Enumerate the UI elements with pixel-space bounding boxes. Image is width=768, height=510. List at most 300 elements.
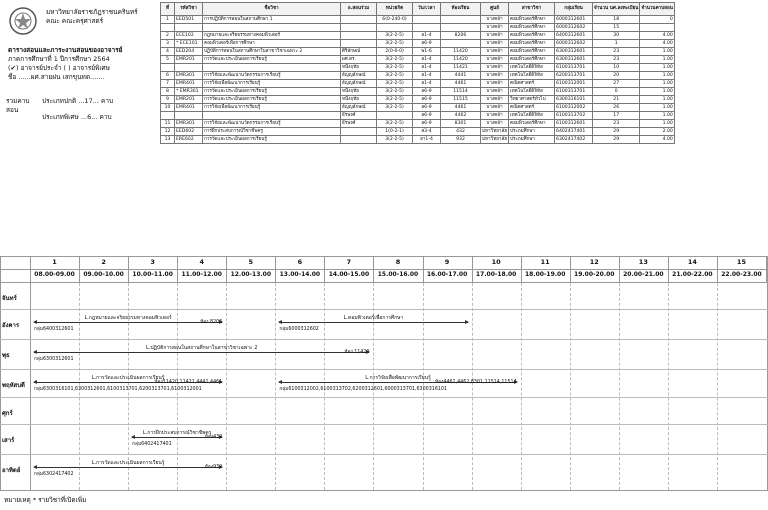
slot-number: 9 [444, 258, 450, 266]
table-cell: 11515 [441, 96, 481, 104]
table-cell: 1.00 [640, 112, 674, 120]
table-cell: กฎหมายและจริยธรรมทางคอมพิวเตอร์ [203, 32, 341, 40]
table-cell: วิทยาศาสตร์ทั่วไป [509, 96, 555, 104]
grid-dash [275, 283, 276, 490]
slot-number: 7 [346, 258, 352, 266]
table-row [161, 16, 675, 24]
slot-time: 18.00-19.00 [524, 271, 566, 278]
lecturer-name: ชื่อ ......ผศ.สายฝน เสกขุนทด....... [8, 73, 105, 81]
table-cell: 6100313702 [555, 112, 593, 120]
table-cell: 20 [593, 72, 640, 80]
table-cell: 3(2-2-5) [377, 64, 413, 72]
table-cell: 10 [161, 104, 175, 112]
table-cell: EMR201 [175, 96, 203, 104]
table-row [161, 120, 675, 128]
table-cell [161, 24, 175, 32]
table-cell [341, 32, 377, 40]
table-cell: 6 [161, 72, 175, 80]
row-line [0, 309, 768, 310]
table-cell: คอมพิวเตอร์ศึกษา [509, 24, 555, 32]
table-cell: บางคล้า [481, 16, 509, 24]
university-name: มหาวิทยาลัยราชภัฏราชนครินทร์ [46, 8, 138, 16]
table-cell: อ1-4 [413, 56, 441, 64]
column-header: ห้องเรียน [441, 3, 481, 16]
table-cell [175, 24, 203, 32]
table-cell: 11420 [441, 48, 481, 56]
table-cell: บางคล้า [481, 120, 509, 128]
column-header: หน่วยกิต [377, 3, 413, 16]
table-cell: อ6-9 [413, 88, 441, 96]
table-cell: 8 [161, 88, 175, 96]
table-cell: 11421 [441, 64, 481, 72]
table-cell [413, 24, 441, 32]
table-cell: 6100313701 [555, 64, 593, 72]
block-group: กลุ่ม6300316101,6300312601,6100313701,6200313701,6100312001 [34, 387, 202, 392]
table-cell: 8206 [441, 32, 481, 40]
table-cell: 1.00 [640, 56, 674, 64]
table-cell: บางคล้า [481, 104, 509, 112]
table-cell: 932 [441, 136, 481, 144]
table-cell: 29 [593, 128, 640, 136]
table-cell: 6100312001 [555, 80, 593, 88]
table-cell [377, 112, 413, 120]
table-cell: พ1-6 [413, 48, 441, 56]
table-cell: 26 [593, 104, 640, 112]
table-cell: มหาวิทยาลัย [482, 136, 508, 142]
table-cell: คอมพิวเตอร์ศึกษา [509, 48, 555, 56]
slot-time: 19.00-20.00 [574, 271, 615, 278]
day-label: อังคาร [2, 322, 20, 329]
table-cell: 21 [593, 96, 640, 104]
table-cell: 6(0-240-0) [377, 16, 413, 24]
grid-line [0, 256, 1, 491]
slot-time: 09.00-10.00 [83, 271, 124, 278]
table-cell: คอมพิวเตอร์ศึกษา [509, 16, 555, 24]
table-cell: 17 [593, 112, 640, 120]
table-row [161, 96, 675, 104]
table-cell [341, 136, 377, 144]
column-header: สาขาวิชา [509, 3, 555, 16]
block-room: ห้อง4461,4462,8301,11514,11514 [435, 380, 517, 385]
table-cell [377, 24, 413, 32]
table-cell: ผศ.ดร. [341, 56, 377, 64]
table-cell: บางคล้า [481, 88, 509, 96]
table-cell: 4.00 [640, 136, 674, 144]
table-cell: การฝึกประสบการณ์วิชาชีพครู [203, 128, 341, 136]
course-table-header [161, 3, 675, 16]
table-cell: 4441 [441, 72, 481, 80]
table-cell: 8301 [441, 120, 481, 128]
table-cell: บางคล้า [481, 40, 509, 48]
table-cell: 3(2-2-5) [377, 72, 413, 80]
table-cell [640, 24, 674, 32]
table-cell: การวิจัยเพื่อพัฒนาการเรียนรู้ [203, 104, 341, 112]
day-label: พฤหัสบดี [2, 382, 25, 389]
table-cell: 3(2-2-5) [377, 32, 413, 40]
term: ภาคการศึกษาที่ 1 ปีการศึกษา 2564 [8, 55, 110, 63]
slot-time: 12.00-13.00 [230, 271, 272, 278]
table-cell [341, 128, 377, 136]
column-header: ศูนย์ [481, 3, 509, 16]
table-cell: บางคล้า [481, 32, 509, 40]
table-cell: 6100312601 [555, 120, 593, 128]
block-title: L.คอมพิวเตอร์เพื่อการศึกษา [343, 315, 404, 321]
block-title: L.การวัดและประเมินผลการเรียนรู้ [91, 375, 165, 381]
table-row [161, 40, 675, 48]
column-header: ที่ [161, 3, 175, 16]
table-cell: EMR201 [175, 56, 203, 64]
table-cell: คอมพิวเตอร์ศึกษา [509, 40, 555, 48]
table-cell [341, 40, 377, 48]
block-room: ห้อง432 [204, 435, 223, 440]
table-cell: 6400312601 [555, 32, 593, 40]
day-label: เสาร์ [2, 437, 15, 444]
table-cell: คอมพิวเตอร์เพื่อการศึกษา [203, 40, 341, 48]
table-cell: คอมพิวเตอร์ศึกษา [509, 120, 555, 128]
day-label: จันทร์ [2, 295, 17, 302]
table-cell: EED501 [175, 16, 203, 24]
slot-number: 11 [540, 258, 550, 266]
table-cell: คอมพิวเตอร์ศึกษา [509, 56, 555, 64]
table-row [161, 104, 675, 112]
table-cell: บางคล้า [481, 48, 509, 56]
table-cell [341, 24, 377, 32]
table-cell: ประถมศึกษา [509, 136, 555, 144]
grid-line [0, 269, 768, 270]
table-row [161, 24, 675, 32]
block-title: L.ปฏิบัติการสอนในสถานศึกษาในสาขาวิชาเฉพาะ 2 [146, 345, 258, 351]
table-cell: การวัดและประเมินผลการเรียนรู้ [203, 88, 341, 96]
slot-number: 15 [736, 258, 746, 266]
slot-number: 2 [101, 258, 106, 266]
table-cell: ธีรพงศ์ [341, 112, 377, 120]
slot-time: 20.00-21.00 [623, 271, 664, 278]
table-cell [161, 64, 175, 72]
table-cell: ส3-4 [413, 128, 441, 136]
table-cell: ธีรพงศ์ [341, 120, 377, 128]
slot-time: 17.00-18.00 [475, 271, 517, 278]
table-cell: การวิจัยเพื่อพัฒนาการเรียนรู้ [203, 80, 341, 88]
table-cell: บางคล้า [481, 72, 509, 80]
grid-dash [717, 283, 718, 490]
row-line [0, 454, 768, 455]
table-cell: 1.00 [640, 80, 674, 88]
table-cell: การวัดและประเมินผลการเรียนรู้ [203, 96, 341, 104]
document-header [0, 0, 160, 255]
table-cell: 1.00 [640, 96, 674, 104]
table-cell: 9 [161, 96, 175, 104]
total-special: ประเภทพิเศษ ...6... คาบ [42, 113, 112, 121]
slot-number: 14 [687, 258, 697, 266]
table-cell: อ6-9 [413, 120, 441, 128]
block-title: L.กฎหมายและจริยธรรมทางคอมพิวเตอร์ [84, 315, 172, 321]
block-room: ห้อง932 [204, 465, 223, 470]
table-cell: อ1-4 [413, 80, 441, 88]
table-cell: * EMR301 [175, 88, 203, 96]
table-cell: 1.00 [640, 104, 674, 112]
block-title: L.การฝึกประสบการณ์วิชาชีพครู [142, 430, 212, 436]
table-cell: การวัดและประเมินผลการเรียนรู้ [203, 136, 341, 144]
block-title: L.การวิจัยเพื่อพัฒนาการเรียนรู้ [365, 375, 431, 381]
grid-line [30, 282, 31, 490]
table-cell: ERE602 [175, 136, 203, 144]
table-row [161, 32, 675, 40]
grid-line [766, 256, 767, 282]
table-cell: 18 [593, 16, 640, 24]
table-cell: อ6-9 [413, 104, 441, 112]
slot-number: 12 [589, 258, 599, 266]
table-cell: 6300316101 [555, 96, 593, 104]
block-span-arrow [279, 322, 467, 323]
table-row [161, 64, 675, 72]
slot-time: 21.00-22.00 [672, 271, 713, 278]
table-cell: 11514 [441, 88, 481, 96]
table-cell: อา1-4 [413, 136, 441, 144]
table-cell: 2.00 [640, 128, 674, 136]
table-row [161, 88, 675, 96]
grid-dash [668, 283, 669, 490]
block-group: กลุ่ม6402417401 [132, 442, 172, 447]
table-cell: การวัดและประเมินผลการเรียนรู้ [203, 56, 341, 64]
table-cell [413, 16, 441, 24]
grid-dash [619, 283, 620, 490]
table-cell: 13 [161, 136, 175, 144]
table-cell: 6000312601 [555, 16, 593, 24]
slot-number: 8 [395, 258, 401, 266]
slot-number: 10 [491, 258, 501, 266]
course-table-body [161, 16, 675, 144]
table-cell: 3 [161, 40, 175, 48]
day-label: พุธ [2, 352, 10, 359]
table-cell: 29 [593, 136, 640, 144]
table-row [161, 72, 675, 80]
row-line [0, 339, 768, 340]
table-cell: 4 [161, 48, 175, 56]
table-row [161, 56, 675, 64]
slot-number: 3 [150, 258, 155, 266]
table-cell: 3(2-2-5) [377, 96, 413, 104]
table-cell: 6302417402 [555, 136, 593, 144]
table-cell: 4461 [441, 80, 481, 88]
table-cell: 11420 [441, 56, 481, 64]
table-cell: 4461 [441, 104, 481, 112]
table-cell: บางคล้า [481, 56, 509, 64]
table-cell: 0 [593, 88, 640, 96]
table-cell: 23 [593, 48, 640, 56]
column-header: วัน/เวลา [413, 3, 441, 16]
table-cell: 12 [161, 128, 175, 136]
table-cell: เทคโนโลยีดิจิทัล [509, 72, 555, 80]
table-cell: บางคล้า [481, 64, 509, 72]
table-cell: 3(2-2-5) [377, 104, 413, 112]
table-cell: 1.00 [640, 88, 674, 96]
table-cell: 1.00 [640, 120, 674, 128]
table-cell: 3(2-2-5) [377, 40, 413, 48]
table-cell: 15 [593, 24, 640, 32]
table-cell: 1(0-2-1) [377, 128, 413, 136]
table-cell: หนึ่งฤทัย [341, 88, 377, 96]
table-cell [203, 112, 341, 120]
table-cell: 23 [593, 56, 640, 64]
table-cell [203, 24, 341, 32]
block-group: กลุ่ม6300312601 [34, 357, 74, 362]
table-cell: บางคล้า [481, 96, 509, 104]
table-cell: 27 [593, 80, 640, 88]
table-row [161, 48, 675, 56]
table-cell: อ6-9 [413, 96, 441, 104]
table-cell: บางคล้า [481, 112, 509, 120]
table-cell: 6300312601 [555, 56, 593, 64]
table-cell: 6300312601 [555, 48, 593, 56]
table-cell: เทคโนโลยีดิจิทัล [509, 88, 555, 96]
table-cell: มหาวิทยาลัย [482, 128, 508, 134]
course-table [160, 2, 675, 144]
table-cell: 6100313701 [555, 88, 593, 96]
table-cell: ธัญญลักษณ์ [341, 72, 377, 80]
table-cell: อ1-4 [413, 72, 441, 80]
column-header: ชื่อวิชา [203, 3, 341, 16]
table-cell: EMR401 [175, 104, 203, 112]
table-cell: อ1-4 [413, 32, 441, 40]
table-cell: EED602 [175, 128, 203, 136]
column-header: อ.สอนร่วม [341, 3, 377, 16]
slot-time: 22.00-23.00 [721, 271, 762, 278]
table-cell [161, 112, 175, 120]
row-line [0, 369, 768, 370]
grid-line [0, 282, 768, 283]
slot-number: 6 [297, 258, 303, 266]
table-cell: 6000312602 [555, 24, 593, 32]
table-cell: การปฏิบัติการสอนในสถานศึกษา 1 [203, 16, 341, 24]
table-cell: คณิตศาสตร์ [509, 104, 555, 112]
block-group: กลุ่ม6302417402 [34, 472, 74, 477]
total-normal: ประเภทปกติ ...17... คาบ [42, 97, 114, 105]
slot-time: 11.00-12.00 [181, 271, 222, 278]
day-label: ศุกร์ [2, 410, 13, 417]
table-cell: 6100312002 [555, 104, 593, 112]
row-line [0, 397, 768, 398]
table-cell: 3(2-2-5) [377, 136, 413, 144]
grid-line [0, 490, 768, 491]
table-cell: 3(2-2-5) [377, 120, 413, 128]
table-cell: 2(0-6-0) [377, 48, 413, 56]
table-cell: 11 [161, 120, 175, 128]
table-row [161, 128, 675, 136]
slot-number: 1 [52, 258, 57, 266]
slot-time: 13.00-14.00 [279, 271, 321, 278]
table-cell: 2 [161, 32, 175, 40]
row-line [0, 424, 768, 425]
column-header: จำนวนคาบสอน [640, 3, 674, 16]
table-cell: 4462 [441, 112, 481, 120]
slot-number: 5 [248, 258, 254, 266]
table-cell [441, 16, 481, 24]
table-cell: ศิริลักษณ์ [341, 48, 377, 56]
grid-dash [570, 283, 571, 490]
slot-time: 10.00-11.00 [132, 271, 173, 278]
table-cell: 23 [593, 120, 640, 128]
table-cell: เทคโนโลยีดิจิทัล [509, 112, 555, 120]
table-cell: การวิจัยและพัฒนานวัตกรรมการเรียนรู้ [203, 72, 341, 80]
table-cell: อ6-9 [413, 40, 441, 48]
table-row [161, 136, 675, 144]
table-cell [175, 112, 203, 120]
table-cell: ปฏิบัติการสอนในสถานศึกษาในสาขาวิชาเฉพาะ 2 [203, 48, 341, 56]
table-cell: บางคล้า [481, 24, 509, 32]
table-cell: หนึ่งฤทัย [341, 96, 377, 104]
table-cell: ธัญญลักษณ์ [341, 104, 377, 112]
block-group: กลุ่ม6000312602 [279, 327, 319, 332]
table-cell: คอมพิวเตอร์ศึกษา [509, 32, 555, 40]
table-cell: EMR301 [175, 72, 203, 80]
table-cell: 3(2-2-5) [377, 80, 413, 88]
table-cell: 1.00 [640, 48, 674, 56]
block-room: ห้อง 11420 [344, 350, 370, 355]
table-cell: 1 [161, 16, 175, 24]
table-row [161, 80, 675, 88]
table-cell [175, 64, 203, 72]
table-cell: * ECE101 [175, 40, 203, 48]
grid-line [0, 256, 768, 257]
table-cell: อ1-4 [413, 64, 441, 72]
table-cell: 1.00 [640, 64, 674, 72]
table-cell: ECE102 [175, 32, 203, 40]
table-cell: 7 [161, 80, 175, 88]
block-title: L.การวัดและประเมินผลการเรียนรู้ [91, 460, 165, 466]
block-group: กลุ่ม6400312601 [34, 327, 74, 332]
table-cell: บางคล้า [481, 80, 509, 88]
table-cell: 3(2-2-5) [377, 88, 413, 96]
grid-dash [472, 283, 473, 490]
university-seal-icon [8, 6, 38, 36]
grid-dash [521, 283, 522, 490]
totals-label: รวมคาบสอน [6, 97, 30, 114]
table-cell: EED204 [175, 48, 203, 56]
table-cell: ธัญญลักษณ์ [341, 80, 377, 88]
table-row [161, 112, 675, 120]
table-cell [441, 40, 481, 48]
table-cell: อ6-9 [413, 112, 441, 120]
column-header: รหัสวิชา [175, 3, 203, 16]
table-cell: คณิตศาสตร์ [509, 80, 555, 88]
table-cell: EMR401 [175, 80, 203, 88]
table-cell: 6200313701 [555, 72, 593, 80]
block-room: ห้อง 8206 [200, 320, 223, 325]
block-room: ห้อง11420,11421,4441,4461 [154, 380, 223, 385]
doc-title: ตารางสอนและภาระงานสอนของอาจารย์ [8, 46, 123, 54]
block-group: กลุ่ม6100312002,6100313702,6200312601,6000313701,6300316101 [279, 387, 448, 392]
table-cell: 6402417401 [555, 128, 593, 136]
slot-number: 13 [638, 258, 648, 266]
table-cell: 10 [593, 64, 640, 72]
table-cell: 432 [441, 128, 481, 136]
table-cell: ประถมศึกษา [509, 128, 555, 136]
table-cell [203, 64, 341, 72]
table-cell: 0 [640, 16, 674, 24]
table-cell: 4.00 [640, 32, 674, 40]
footnote: หมายเหตุ * รายวิชาที่เปิดเพิ่ม [4, 496, 87, 504]
column-header: จำนวน นศ.ลงทะเบียน [593, 3, 640, 16]
table-cell: เทคโนโลยีดิจิทัล [509, 64, 555, 72]
table-cell: 3(2-2-5) [377, 56, 413, 64]
table-cell [341, 16, 377, 24]
table-cell: 30 [593, 32, 640, 40]
column-header: กลุ่มเรียน [555, 3, 593, 16]
table-cell: 6000312602 [555, 40, 593, 48]
table-cell: 4.00 [640, 40, 674, 48]
day-label: อาทิตย์ [2, 467, 21, 474]
table-cell: 1.00 [640, 72, 674, 80]
